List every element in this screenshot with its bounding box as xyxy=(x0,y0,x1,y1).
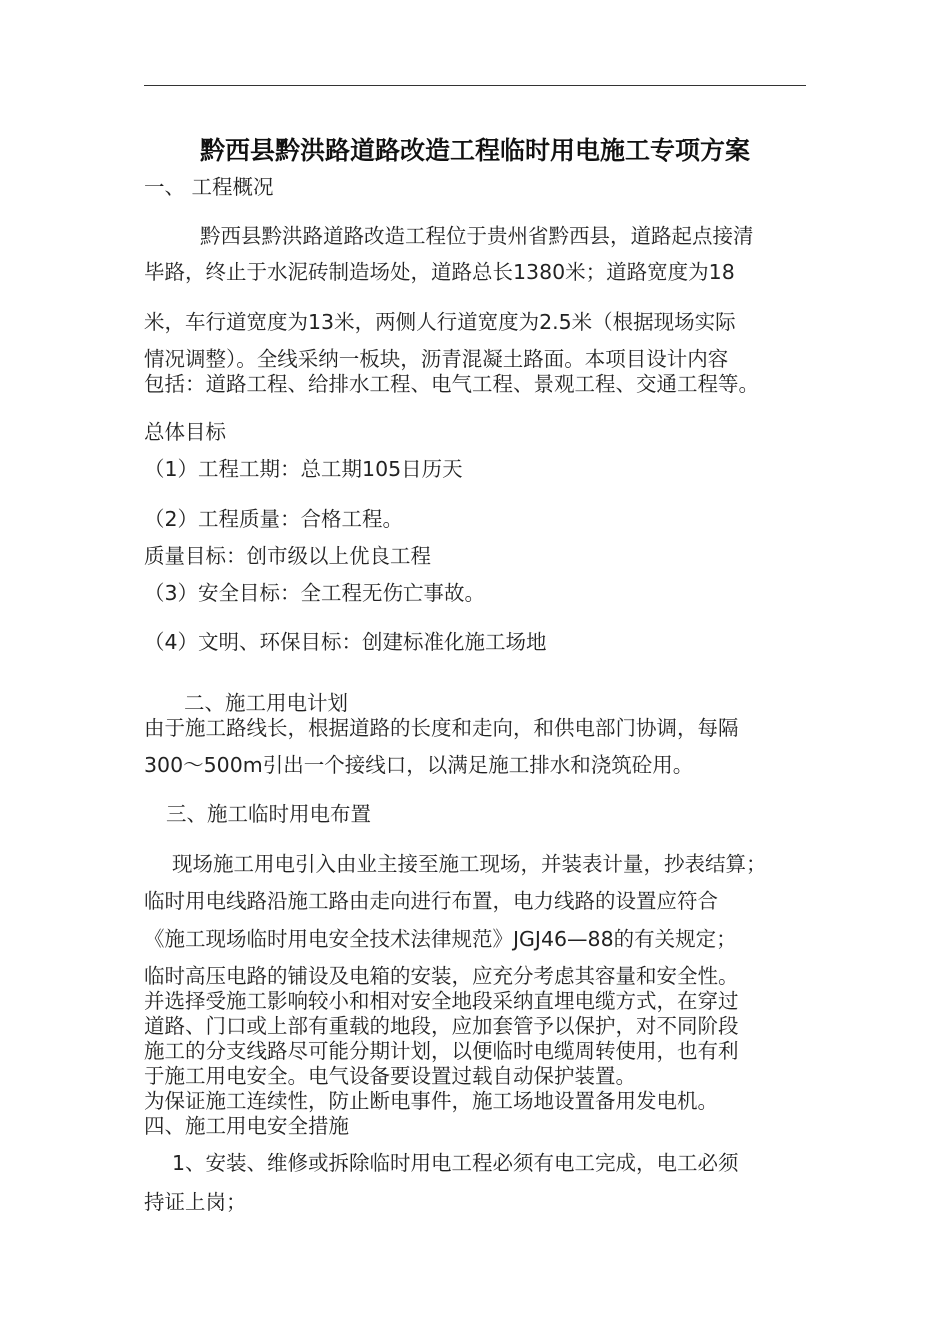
section-heading-safety: 四、施工用电安全措施 xyxy=(144,1114,349,1138)
list-item: （3）安全目标：全工程无伤亡事故。 xyxy=(144,581,486,605)
section-heading-power-layout: 三、施工临时用电布置 xyxy=(166,802,371,826)
paragraph-line: 包括：道路工程、给排水工程、电气工程、景观工程、交通工程等。 xyxy=(144,372,759,396)
paragraph-line: 毕路，终止于水泥砖制造场处，道路总长1380米；道路宽度为18 xyxy=(144,260,735,284)
paragraph-line: 持证上岗； xyxy=(144,1190,247,1214)
paragraph-line: 临时高压电路的铺设及电箱的安装，应充分考虑其容量和安全性。 xyxy=(144,964,739,988)
paragraph-line: 由于施工路线长，根据道路的长度和走向，和供电部门协调，每隔 xyxy=(144,716,739,740)
paragraph-line: 现场施工用电引入由业主接至施工现场，并装表计量，抄表结算； xyxy=(172,852,767,876)
paragraph-line: 临时用电线路沿施工路由走向进行布置，电力线路的设置应符合 xyxy=(144,889,718,913)
subheading-goals: 总体目标 xyxy=(144,420,226,444)
paragraph-line: 施工的分支线路尽可能分期计划，以便临时电缆周转使用，也有利 xyxy=(144,1039,739,1063)
paragraph-line: 黔西县黔洪路道路改造工程位于贵州省黔西县，道路起点接清 xyxy=(200,224,754,248)
header-rule xyxy=(144,85,806,86)
list-item: （4）文明、环保目标：创建标准化施工场地 xyxy=(144,630,547,654)
paragraph-line: 《施工现场临时用电安全技术法律规范》JGJ46—88的有关规定； xyxy=(144,927,737,951)
document-title: 黔西县黔洪路道路改造工程临时用电施工专项方案 xyxy=(199,136,750,165)
list-item: （2）工程质量：合格工程。 xyxy=(144,507,404,531)
paragraph-line: 为保证施工连续性，防止断电事件，施工场地设置备用发电机。 xyxy=(144,1089,718,1113)
paragraph-line: 情况调整）。全线采纳一板块，沥青混凝土路面。本项目设计内容 xyxy=(144,347,729,371)
list-item: （1）工程工期：总工期105日历天 xyxy=(144,457,463,481)
paragraph-line: 300～500m引出一个接线口，以满足施工排水和浇筑砼用。 xyxy=(144,753,694,777)
section-heading-power-plan: 二、施工用电计划 xyxy=(184,691,348,715)
paragraph-line: 米，车行道宽度为13米，两侧人行道宽度为2.5米（根据现场实际 xyxy=(144,310,736,334)
paragraph-line: 道路、门口或上部有重载的地段，应加套管予以保护，对不同阶段 xyxy=(144,1014,739,1038)
paragraph-line: 1、安装、维修或拆除临时用电工程必须有电工完成，电工必须 xyxy=(172,1151,739,1175)
list-item: 质量目标：创市级以上优良工程 xyxy=(144,544,431,568)
paragraph-line: 并选择受施工影响较小和相对安全地段采纳直埋电缆方式，在穿过 xyxy=(144,989,739,1013)
section-heading-overview: 一、 工程概况 xyxy=(144,175,274,199)
paragraph-line: 于施工用电安全。电气设备要设置过载自动保护装置。 xyxy=(144,1064,636,1088)
